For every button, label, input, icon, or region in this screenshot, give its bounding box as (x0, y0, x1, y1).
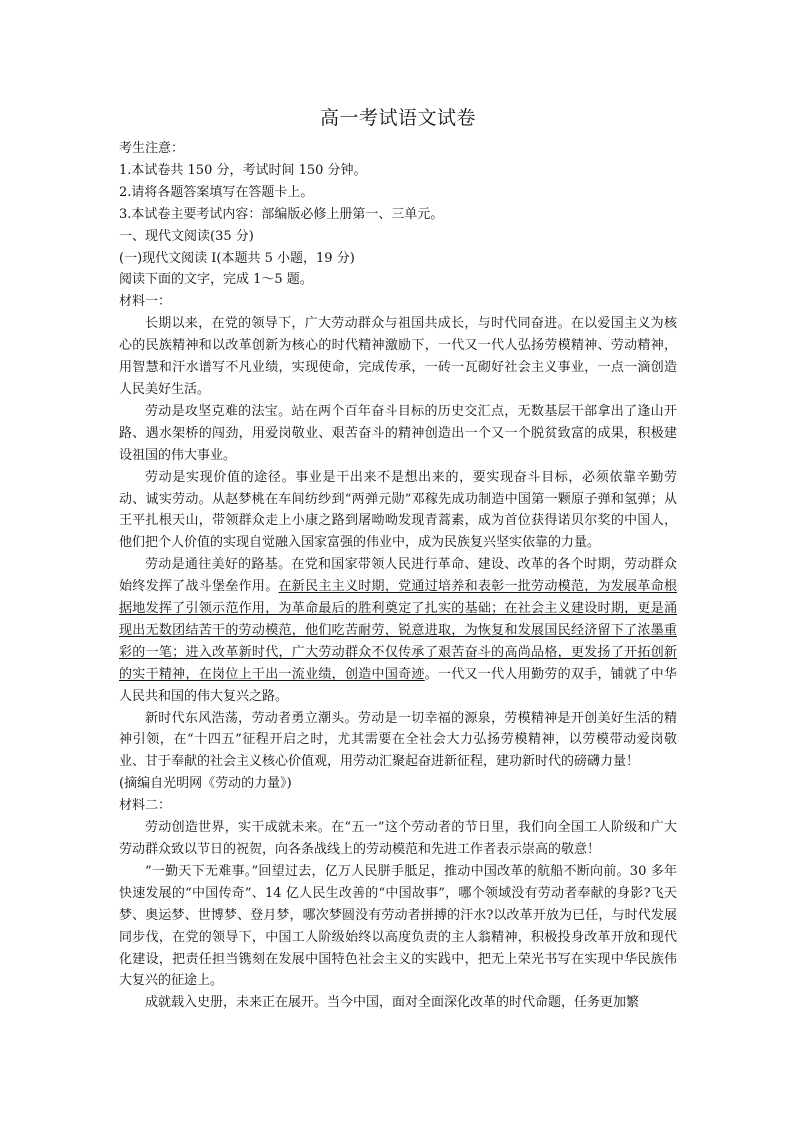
sub-section-heading: (一)现代文阅读 I(本题共 5 小题，19 分) (119, 250, 355, 266)
material-1-paragraph-3: 劳动是实现价值的途径。事业是干出来不是想出来的，要实现奋斗目标，必须依靠辛勤劳动、诚实劳动。从赵梦桃在车间纺纱到“两弹元勋”邓稼先成功制造中国第一颗原子弹和氢弹；从王平扎根天山，带领群众走上小康之路到屠呦呦发现青蒿素，成为首位获得诺贝尔奖的中国人，他们把个人价值的实现自觉融入国家富强的伟业中，成为民族复兴坚实依靠的力量。 (119, 469, 677, 551)
paragraph-4-ending: 。一代又一代人用勤劳的双手，铺就了中华人民共和国的伟大复兴之路。 (119, 666, 677, 704)
underlined-passage: 在新民主主义时期，党通过培养和表彰一批劳动模范，为发展革命根据地发挥了引领示范作用，为革命最后的胜利奠定了扎实的基础；在社会主义建设时期，更是涌现出无数团结苦干的劳动模范，他们吃苦耐劳，锐意进取，为恢复和发展国民经济留下了浓墨重彩的一笔；进入改革新时代，广大劳动群众不仅传承了艰苦奋斗的高尚品格，更发扬了开拓创新的实干精神，在岗位上干出一流业绩，创造中国奇迹 (119, 579, 677, 682)
exam-title: 高一考试语文试卷 (319, 107, 476, 129)
material-1-paragraph-4 (119, 554, 677, 707)
notice-item-1: 1.本试卷共 150 分，考试时间 150 分钟。 (119, 162, 367, 178)
material-2-paragraph-2: “一勤天下无难事。”回望过去，亿万人民胼手胝足，推动中国改革的航船不断向前。30 多年快速发展的“中国传奇”、14 亿人民生改善的“中国故事”，哪个领域没有劳动者奉献的身影?飞天梦、奥运梦、世博梦、登月梦，哪次梦圆没有劳动者拼搏的汗水?以改革开放为已任，与时代发展同步伐，在党的领导下，中国工人阶级始终以高度负责的主人翁精神，积极投身改革开放和现代化建设，把责任担当镌刻在发展中国特色社会主义的实践中，把无上荣光书写在实现中华民族伟大复兴的征途上。 (119, 863, 677, 989)
notice-heading: 考生注意： (119, 141, 185, 156)
reading-instruction: 阅读下面的文字，完成 1～5 题。 (119, 272, 313, 288)
notice-item-2: 2.请将各题答案填写在答题卡上。 (119, 184, 314, 200)
material-1-paragraph-1: 长期以来，在党的领导下，广大劳动群众与祖国共成长，与时代同奋进。在以爱国主义为核心的民族精神和以改革创新为核心的时代精神激励下，一代又一代人弘扬劳模精神、劳动精神，用智慧和汗水谱写不凡业绩，实现使命，完成传承，一砖一瓦砌好社会主义事业，一点一滴创造人民美好生活。 (119, 316, 677, 397)
material-2-paragraph-1: 劳动创造世界，实干成就未来。在“五一”这个劳动者的节日里，我们向全国工人阶级和广大劳动群众致以节日的祝贺，向各条战线上的劳动模范和先进工作者表示崇高的敬意！ (119, 820, 677, 857)
material-1-label: 材料一： (119, 294, 172, 310)
material-2-label: 材料二： (119, 798, 172, 814)
material-2-paragraph-3: 成就载入史册，未来正在展开。当今中国，面对全面深化改革的时代命题，任务更加繁 (145, 995, 640, 1011)
notice-item-3: 3.本试卷主要考试内容：部编版必修上册第一、三单元。 (119, 206, 444, 222)
material-1-paragraph-5: 新时代东风浩荡，劳动者勇立潮头。劳动是一切幸福的源泉，劳模精神是开创美好生活的精神引领，在“十四五”征程开启之时，尤其需要在全社会大力弘扬劳模精神，以劳模带动爱岗敬业、甘于奉献的社会主义核心价值观，用劳动汇聚起奋进新征程，建功新时代的磅礴力量！ (119, 710, 677, 770)
material-1-source: (摘编自光明网《劳动的力量》) (119, 776, 292, 792)
section-heading: 一、现代文阅读(35 分) (119, 228, 254, 244)
material-1-paragraph-2: 劳动是攻坚克难的法宝。站在两个百年奋斗目标的历史交汇点，无数基层干部拿出了逢山开路、遇水架桥的闯劲，用爱岗敬业、艰苦奋斗的精神创造出一个又一个脱贫致富的成果，积极建设祖国的伟大事业。 (119, 403, 677, 463)
exam-page (119, 103, 677, 1014)
paragraph-4-intro: 劳动是通往美好的路基。在党和国家带领人民进行革命、建设、改革的各个时期，劳动群众始终发挥了战斗堡垒作用。 (119, 557, 677, 595)
